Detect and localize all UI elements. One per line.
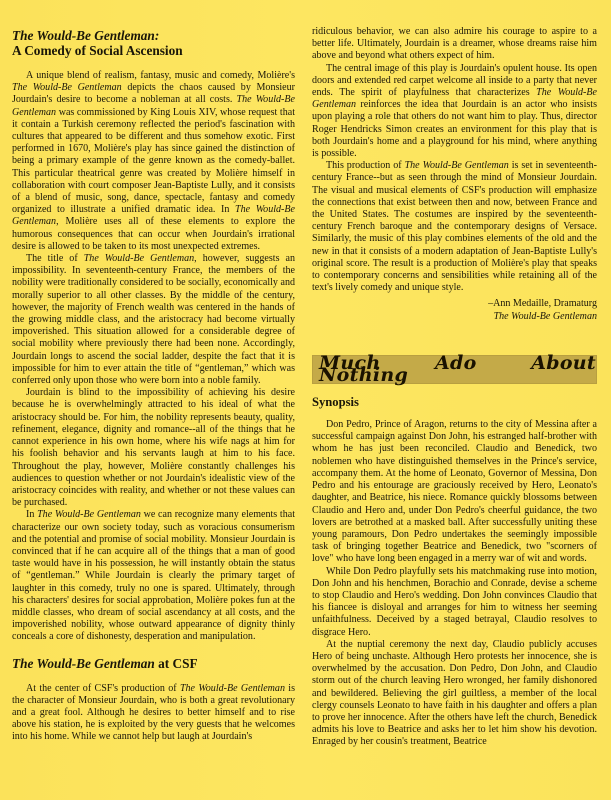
paragraph: At the nuptial ceremony the next day, Claudio publicly accuses Hero of being unchaste. Although Hero protests her innocence, she is overwhelmed by the accusation. Don Pedro, Don John, and Claudio storm out of the church leaving Hero wronged, her family dishonored and bewildered. Believing the girl guiltless, a member of the local clergy counsels Leonato to have faith in his daughter and offers a plan to prove her innocence. After the others have left the church, Benedick admits his love to Beatrice and asks her to let him show his devotion. Enraged by her cousin's treatment, Beatrice bbox=[312, 638, 597, 748]
paragraph: This production of The Would-Be Gentleman is set in seventeenth-century France--but as seen through the mind of Monsieur Jourdain. The visual and musical elements of CSF's production will emphasize the connections that exist between then and now, between France and the United States. The costumes are inspired by the seventeenth-century French baroque and the contemporary designs of Versace. Similarly, the music of this play combines elements of the old and the new in that it consists of a modern adaptation of Jean-Baptiste Lully's original score. The result is a production of Molière's play that speaks to contemporary concerns and sensibilities while retaining all of the text's lively comedy and unique style. bbox=[312, 160, 597, 294]
article-title bbox=[12, 28, 295, 58]
paragraph: Jourdain is blind to the impossibility of achieving his desire because he is overwhelmingly attracted to his ideal of what the aristocracy should be. For him, the nobility represents beauty, quality, refinement, elegance, dignity and romance--all of the things that he cannot experience in his own home, where his wife nags at him for his foolish behavior and his servants laugh at him to his face. Throughout the play, however, Molière constantly challenges his audiences to question whether or not Jourdain's idealistic view of the aristocracy coincides with reality, and whether or not these values can be purchased. bbox=[12, 387, 295, 509]
banner-title: Much Ado About Nothing bbox=[319, 352, 596, 387]
signature-play: The Would-Be Gentleman bbox=[493, 310, 597, 322]
paragraph: At the center of CSF's production of The Would-Be Gentleman is the character of Monsieur Jourdain, who is both a great revolutionary and a great fool. Although he desires to better himself and to rise above his station, he is exploited by the very guests that he welcomes into his home. While we cannot help but laugh at Jourdain's bbox=[12, 682, 296, 743]
title-italic: The Would-Be Gentleman: bbox=[12, 28, 160, 43]
paragraph: ridiculous behavior, we can also admire his courage to aspire to a better life. Ultimately, Jourdain is a dreamer, whose dreams raise him above and beyond what others expect of him. bbox=[312, 26, 597, 62]
paragraph: While Don Pedro playfully sets his matchmaking ruse into motion, Don John and his henchmen, Borachio and Conrade, devise a scheme to stop Claudio and Hero's wedding. Don John convinces Claudio that his fiancee is disloyal and arranges for him to witness her seeming unfaithfulness. Deceived by a staged betrayal, Claudio resolves to disgrace Hero. bbox=[312, 565, 597, 638]
play-title-banner bbox=[312, 352, 597, 387]
signature bbox=[312, 298, 597, 322]
synopsis-heading: Synopsis bbox=[312, 394, 359, 409]
signature-name: –Ann Medaille, Dramaturg bbox=[488, 298, 597, 310]
left-column bbox=[12, 28, 295, 744]
section-heading: The Would-Be Gentleman at CSF bbox=[12, 655, 198, 671]
paragraph: The central image of this play is Jourdain's opulent house. Its open doors and extended red carpet welcome all inside to a party that never ends. The spirit of playfulness that characterizes The Would-Be Gentleman reinforces the idea that Jourdain is an actor who insists upon playing a role that others do not want him to play. Thus, director Roger Hendricks Simon creates an environment for this play that is both Jourdain's home and a playground for his mind, where anything is possible. bbox=[312, 62, 597, 160]
paragraph: In The Would-Be Gentleman we can recognize many elements that characterize our own society today, such as voracious consumerism and the potential and promise of social mobility. Monsieur Jourdain is convinced that if he can acquire all of the things that a man of good taste would have in his possession, he will instantly obtain the status of “gentleman.” While Jourdain is clearly the primary target of laughter in this comedy, truly no one is spared. Ultimately, through his characters' desires for social approbation, Molière pokes fun at the middle classes, who dream of social ascendancy at all costs, and the impoverished nobility, whose outward appearance of dignity thinly conceals a core of dishonesty, desperation and manipulation. bbox=[12, 509, 295, 643]
paragraph: The title of The Would-Be Gentleman, however, suggests an impossibility. In seventeenth-century France, the members of the nobility were traditionally considered to be socially, economically and morally superior to all other classes. By the middle of the century, however, the majority of French wealth was centered in the hands of the growing middle class, and the aristocracy had become virtually impoverished. This situation allowed for a considerable degree of social mobility where previously there had been none. Accordingly, Jourdain longs to ascend the social ladder, despite the fact that it is impossible for him to ever attain the title of “gentleman,” which was conferred only upon those who were born into a noble family. bbox=[12, 253, 295, 387]
title-subtitle: A Comedy of Social Ascension bbox=[12, 43, 183, 58]
paragraph: A unique blend of realism, fantasy, music and comedy, Molière's The Would-Be Gentleman depicts the chaos caused by Monsieur Jourdain's desire to become a nobleman at all costs. The Would-Be Gentleman was commissioned by King Louis XIV, whose request that it contain a Turkish ceremony reflected the period's fascination with cultures that appeared to be different and thus somehow exotic. First performed in 1670, Molière's play has since gained the distinction of being a primary example of the genre known as the comedy-ballet. This particular theatrical genre was created by Molière himself in collaboration with court composer Jean-Baptiste Lully, and it consists of a blend of music, song, dance, spectacle, fantasy and comedy organized to illustrate a unified dramatic idea. In The Would-Be Gentleman, Molière uses all of these elements to explore the humorous consequences that can occur when Jourdain's irrational desire is allowed to be taken to its most unexpected extremes. bbox=[12, 70, 295, 252]
paragraph: Don Pedro, Prince of Aragon, returns to the city of Messina after a successful campaign against Don John, his estranged half-brother with whom he has just been reconciled. Claudio and Benedick, two noblemen who have distinguished themselves in the Prince's service, accompany them. At the home of Leonato, Governor of Messina, Don Pedro and his entourage are graciously received by Hero, Leonato's daughter, and Beatrice, his niece. Romance quickly blossoms between Claudio and Hero and, under Don Pedro's cheerful guidance, the two lovers are betrothed at a masked ball. After successfully uniting these young paramours, Don Pedro undertakes the seemingly impossible task of bringing together Beatrice and Benedick, two "scorners of love" who have long been engaged in a merry war of wit and words. bbox=[312, 419, 597, 565]
right-column bbox=[312, 26, 597, 749]
